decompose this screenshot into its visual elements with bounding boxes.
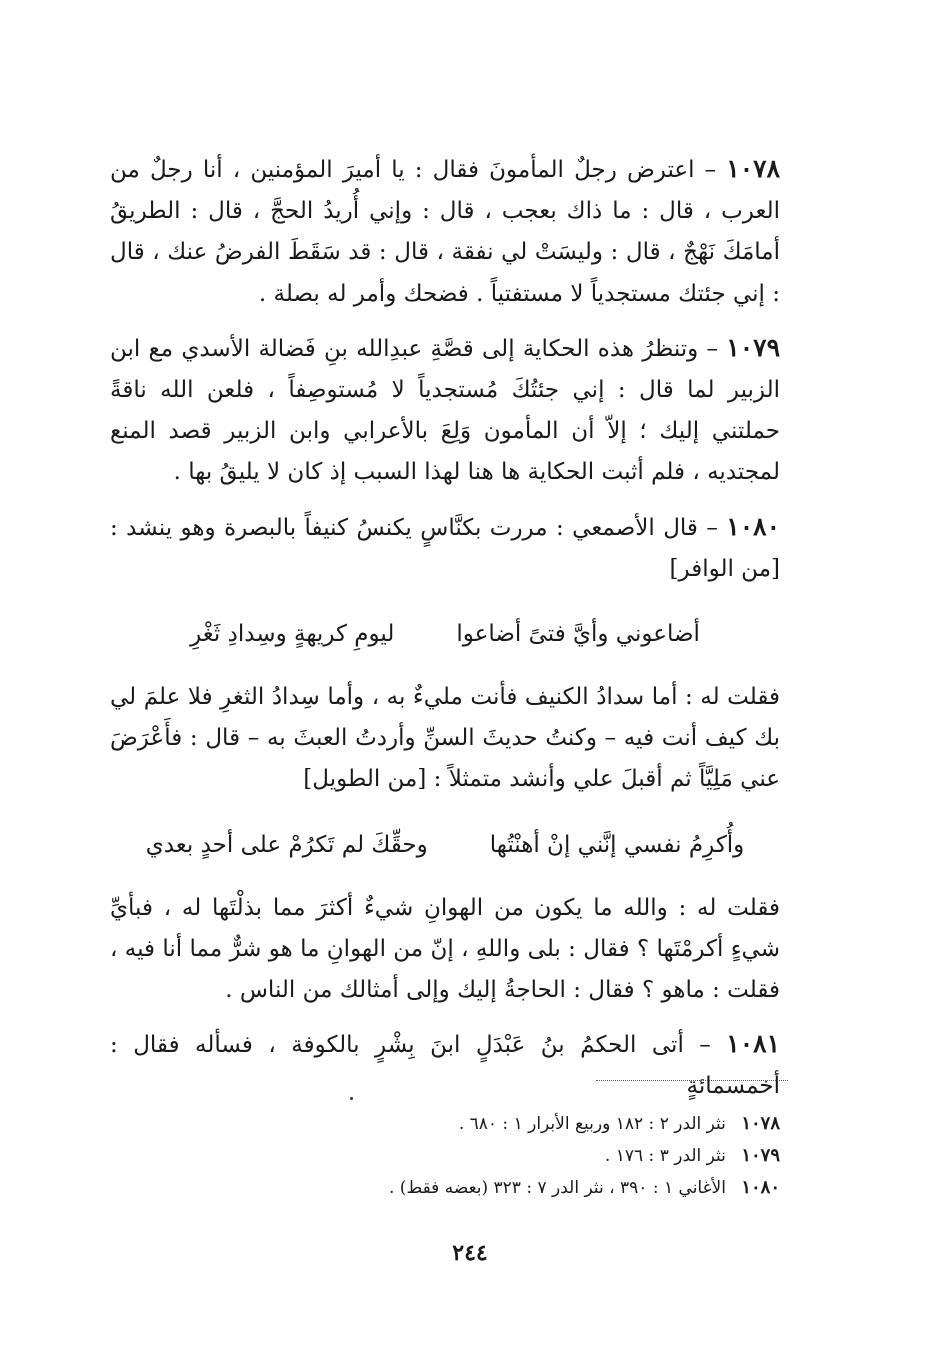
paragraph-number: ١٠٨١ xyxy=(726,1029,780,1059)
footnote-text: نثر الدر ٢ : ١٨٢ وربيع الأبرار ١ : ٦٨٠ . xyxy=(458,1114,726,1134)
footnotes xyxy=(200,1108,780,1204)
footnote-number: ١٠٧٨ xyxy=(741,1113,780,1134)
paragraph-text: فقلت له : أما سدادُ الكنيف فأنت مليءٌ به ، وأما سِدادُ الثغرِ فلا علمَ لي بك كيف أنت فيه – وكنتُ حديثَ السنِّ وأردتُ العبثَ به – قال : فأَعْرَضَ عني مَلِيَّاً ثم أقبلَ علي وأنشد متمثلاً : xyxy=(110,684,780,793)
meter-label: [من الوافر] xyxy=(669,555,780,582)
paragraph-text: – قال الأصمعي : مررت بكنَّاسٍ يكنسُ كنيفاً بالبصرة وهو ينشد : xyxy=(110,514,718,541)
paragraph-text: – أتى الحكمُ بنُ عَبْدَلٍ ابنَ بِشْرٍ بالكوفة ، فسأله فقال : أخمسمائةٍ xyxy=(110,1032,780,1100)
verse-2 xyxy=(110,825,780,866)
footnote-number: ١٠٧٩ xyxy=(741,1145,780,1166)
paragraph-number: ١٠٧٩ xyxy=(726,332,780,362)
paragraph-1078 xyxy=(110,148,780,315)
paragraph-after-verse-1 xyxy=(110,677,780,801)
footnote-1079 xyxy=(200,1140,780,1172)
paragraph-number: ١٠٧٨ xyxy=(726,154,781,183)
paragraph-1081 xyxy=(110,1023,780,1107)
ink-dot xyxy=(350,1097,353,1100)
verse-second-hemistich: وحقِّكَ لم تَكرُمْ على أحدٍ بعدي xyxy=(145,831,428,858)
verse-first-hemistich: وأُكرِمُ نفسي إنَّني إنْ أهنْتُها xyxy=(489,831,745,858)
verse-second-hemistich: ليومِ كريهةٍ وسِدادِ ثَغْرِ xyxy=(190,621,395,648)
meter-label: [من الطويل] xyxy=(303,766,427,793)
paragraph-after-verse-2 xyxy=(110,888,780,1012)
main-text xyxy=(110,148,780,1120)
footnote-divider xyxy=(596,1080,788,1081)
verse-first-hemistich: أضاعوني وأيَّ فتىً أضاعوا xyxy=(456,621,700,648)
footnote-1080 xyxy=(200,1172,780,1204)
verse-1 xyxy=(110,614,780,655)
footnote-text: نثر الدر ٣ : ١٧٦ . xyxy=(604,1146,726,1166)
page-number: ٢٤٤ xyxy=(452,1240,488,1266)
footnote-number: ١٠٨٠ xyxy=(741,1177,780,1198)
footnote-1078 xyxy=(200,1108,780,1140)
paragraph-text: فقلت له : والله ما يكون من الهوانِ شيءٌ أكثرَ مما بذلْتَها له ، فبأيِّ شيءٍ أكرمْتَها ؟ فقال : بلى واللهِ ، إنّ من الهوانِ ما هو شرٌّ مما أنا فيه ، فقلت : ماهو ؟ فقال : الحاجةُ إليك وإلى أمثالك من الناس . xyxy=(110,894,780,1004)
paragraph-text: – وتنظرُ هذه الحكاية إلى قصَّةِ عبدِالله بنِ فَضالة الأسدي مع ابن الزبير لما قال : إني جئتُكَ مُستجدياً لا مُستوصِفاً ، فلعن الله ناقةً حملتني إليك ؛ إلاّ أن المأمون وَلِعَ بالأعرابي وابن الزبير قصد المنع لمجتديه ، فلم أثبت الحكاية ها هنا لهذا السبب إذ كان لا يليقُ بها . xyxy=(110,335,780,486)
paragraph-1080 xyxy=(110,506,780,590)
paragraph-text: – اعترض رجلٌ المأمونَ فقال : يا أميرَ المؤمنين ، أنا رجلٌ من العرب ، قال : ما ذاك بعجب ، قال : وإني أُريدُ الحجَّ ، قال : الطريقُ أمامَكَ نَهْجٌ ، قال : وليسَتْ لي نفقة ، قال : قد سَقَطَ الفرضُ عنك ، قال : إني جئتك مستجدياً لا مستفتياً . فضحك وأمر له بصلة . xyxy=(110,157,780,307)
footnote-text: الأغاني ١ : ٣٩٠ ، نثر الدر ٧ : ٣٢٣ (بعضه فقط) . xyxy=(389,1178,726,1198)
paragraph-number: ١٠٨٠ xyxy=(726,511,780,541)
paragraph-1079 xyxy=(110,327,780,494)
